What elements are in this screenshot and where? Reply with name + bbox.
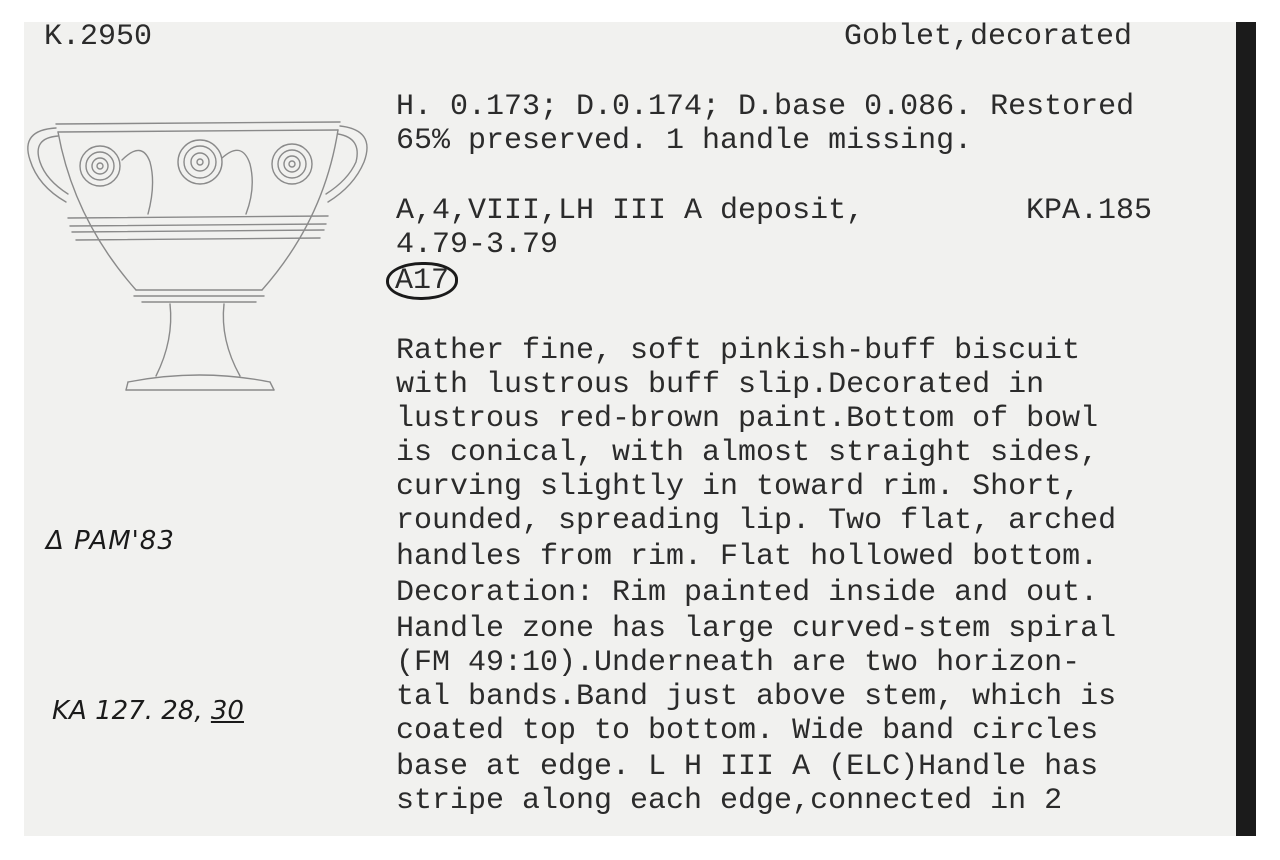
description-line: Decoration: Rim painted inside and out. — [396, 576, 1099, 610]
circled-code — [392, 262, 458, 300]
description-line: Rather fine, soft pinkish-buff biscuit — [396, 334, 1081, 368]
description-line: handles from rim. Flat hollowed bottom. — [396, 540, 1099, 574]
description-line: curving slightly in toward rim. Short, — [396, 470, 1081, 504]
description-line: coated top to bottom. Wide band circles — [396, 714, 1099, 748]
description-line: is conical, with almost straight sides, — [396, 436, 1099, 470]
kpa-number: KPA.185 — [1026, 194, 1153, 228]
description-line: with lustrous buff slip.Decorated in — [396, 368, 1045, 402]
context-line: A,4,VIII,LH III A deposit, — [396, 194, 865, 228]
catalog-number: K.2950 — [44, 20, 153, 54]
description-line: rounded, spreading lip. Two flat, arched — [396, 504, 1117, 538]
description-line: stripe along each edge,connected in 2 — [396, 784, 1063, 818]
dimensions-line-2: 65% preserved. 1 handle missing. — [396, 124, 973, 158]
description-line: Handle zone has large curved-stem spiral — [396, 612, 1117, 646]
date-line: 4.79-3.79 — [396, 228, 559, 262]
handwritten-note-ka-prefix: KA 127. 28, — [52, 696, 211, 726]
description-line: base at edge. L H III A (ELC)Handle has — [396, 750, 1099, 784]
card-edge-shadow — [1236, 22, 1256, 836]
description-line: lustrous red-brown paint.Bottom of bowl — [396, 402, 1099, 436]
dimensions-line-1: H. 0.173; D.0.174; D.base 0.086. Restored — [396, 90, 1135, 124]
handwritten-note-ka — [52, 696, 244, 726]
handwritten-note-ka-underlined: 30 — [210, 696, 244, 726]
description-line: (FM 49:10).Underneath are two horizon- — [396, 646, 1081, 680]
object-name: Goblet,decorated — [844, 20, 1133, 54]
goblet-drawing — [24, 110, 374, 410]
circled-code-text: A17 — [386, 262, 458, 300]
handwritten-note-pam: Δ PAM'83 — [46, 526, 175, 556]
description-line: tal bands.Band just above stem, which is — [396, 680, 1117, 714]
